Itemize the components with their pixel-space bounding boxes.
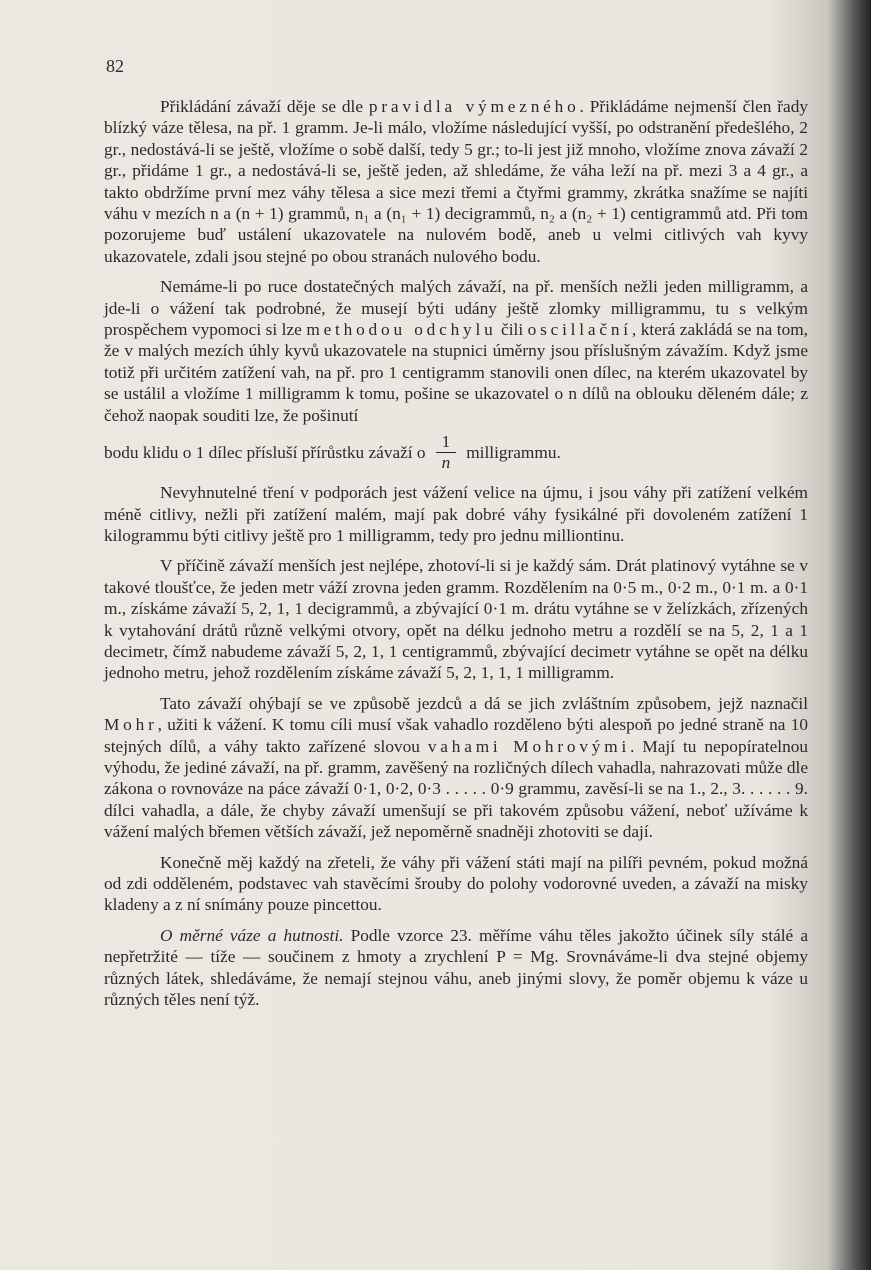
text-run: Podle vzorce 23. měříme váhu těles jakožto účinek síly stálé a nepřetržité — tíže — součinem z hmoty a zrychlení P = Mg. Srovnáváme-li dva stejné objemy různých látek, shledáváme, že nemají stejnou váhu, aneb jinými slovy, že poměr objemu k váze u různých těles není týž.	[104, 925, 809, 1010]
body-text	[104, 96, 808, 1010]
paragraph: Konečně měj každý na zřeteli, že váhy při vážení státi mají na pilíři pevném, pokud možná od zdi odděleném, podstavec vah stavěcími šrouby do polohy vodorovné uveden, a závaží na misky kladeny a z ní snímány pouze pincettou.	[104, 852, 808, 915]
paragraph	[104, 96, 808, 267]
paragraph	[104, 693, 808, 843]
paragraph	[104, 925, 808, 1011]
paragraph: V příčině závaží menších jest nejlépe, zhotoví-li si je každý sám. Drát platinový vytáhne se v takové tloušťce, že jeden metr váží zrovna jeden gramm. Rozdělením na 0·5 m., 0·2 m., 0·1 m. a 0·1 m., získáme závaží 5, 2, 1, 1 decigrammů, a zbývající 0·1 m. drátu vytáhne se v želízkách, zřízených k vytahování drátů různě velkými otvory, opět na délku jednoho metru a rozdělí se na 5, 2, 1 a 1 decimetr, čímž nabudeme závaží 5, 2, 1, 1 centigrammů, zbývající decimetr vytáhne se opět na délku jednoho metru, jehož rozdělením získáme závaží 5, 2, 1, 1, 1 milligramm.	[104, 556, 808, 683]
formula-line	[104, 432, 808, 473]
text-run: . Přikládáme nejmenší člen řady blízký váze tělesa, na př. 1 gramm. Je-li málo, vložíme následující vyšší, po odstranění předešlého, 2 gr., nedostává-li se ještě, vložíme o sobě další, tedy 5 gr.; to-li jest již mnoho, vložíme znova závaží 2 gr., přidáme 1 gr., a nedostává-li se, ještě jeden, až shledáme, že váha leží na př. mezi 3 a 4 gr., a takto obdržíme první mez váhy tělesa a sice mezi třemi a čtyřmi grammy, zkrátka snažíme se najíti váhu v mezích n a (n + 1) grammů, n₁ a (n₁ + 1) decigrammů, n₂ a (n₂ + 1) centigrammů atd. Při tom pozorujeme buď ustálení ukazovatele na nulovém bodě, aneb u velmi citlivých vah kyvy ukazovatele, zdali jsou stejné po obou stranách nulového bodu.	[104, 97, 808, 266]
text-run: Nemáme-li po ruce dostatečných malých závaží, na př. menších nežli jeden milligramm, a jde-li o vážení tak podrobné, že musejí býti udány ještě zlomky milligrammu, tu s velkým prospěchem vypomoci si lze	[104, 277, 808, 340]
text-run: čili	[496, 320, 528, 340]
page-number: 82	[106, 56, 124, 76]
text-run: Přikládání závaží děje se dle	[160, 97, 369, 116]
text-run: milligrammu.	[466, 442, 561, 462]
text-run: . Mají tu nepopíratelnou výhodu, že jediné závaží, na př. gramm, zavěšený na rozličných dílech vahadla, nahrazovati může dle zákona o rovnováze na páce závaží 0·1, 0·2, 0·3 . . . . . 0·9 grammu, zavěsí-li se na 1., 2., 3. . . . . . 9. dílci vahadla, a dále, že chyby závaží umenšují se při takovém způsobu vážení, neboť užíváme k vážení malých břemen větších závaží, jež nepoměrně snadněji zhotoviti se dají.	[104, 736, 809, 842]
spaced-term: oscillační	[527, 320, 632, 340]
text-run: bodu klidu o 1 dílec přísluší přírůstku závaží o	[104, 442, 426, 462]
text-run: , užiti k vážení. K tomu cíli musí však vahadlo rozděleno býti alespoň po jedné straně na 10 stejných dílů, a váhy takto zařízené slovou	[104, 715, 808, 756]
text-run: Tato závaží ohýbají se ve způsobě jezdců a dá se jich zvláštním způsobem, jejž naznačil	[160, 693, 808, 713]
fraction-denominator: n	[441, 453, 451, 473]
fraction	[436, 432, 457, 473]
paragraph	[104, 276, 808, 426]
spaced-term: Mohr	[104, 715, 158, 735]
section-heading: O měrné váze a hutnosti.	[160, 925, 344, 945]
paragraph: Nevyhnutelné tření v podporách jest vážení velice na újmu, i jsou váhy při zatížení velkém méně citlivy, nežli při zatížení malém, mají pak dobré váhy fysikálné při dovoleném zatížení 1 kilogrammu býti citlivy ještě pro 1 milligramm, tedy pro jednu milliontinu.	[104, 483, 808, 545]
fraction-numerator: 1	[436, 432, 457, 453]
spaced-term: methodou odchylu	[306, 320, 497, 340]
text-run: , která zakládá se na tom, že v malých mezích úhly kyvů ukazovatele na stupnici úměrny jsou příslušným závažím. Když jsme totiž při určitém zatížení vah, na př. pro 1 centigramm stanovili onen dílec, na kterém ukazovatel by se ustálil a vložíme 1 milligramm k tomu, pošine se ukazovatel o n dílů na oblouku děleném dále; z čehož naopak souditi lze, že pošinutí	[104, 320, 808, 425]
spaced-term: vahami Mohrovými	[427, 736, 631, 756]
spaced-term: pravidla výmezného	[368, 97, 580, 116]
